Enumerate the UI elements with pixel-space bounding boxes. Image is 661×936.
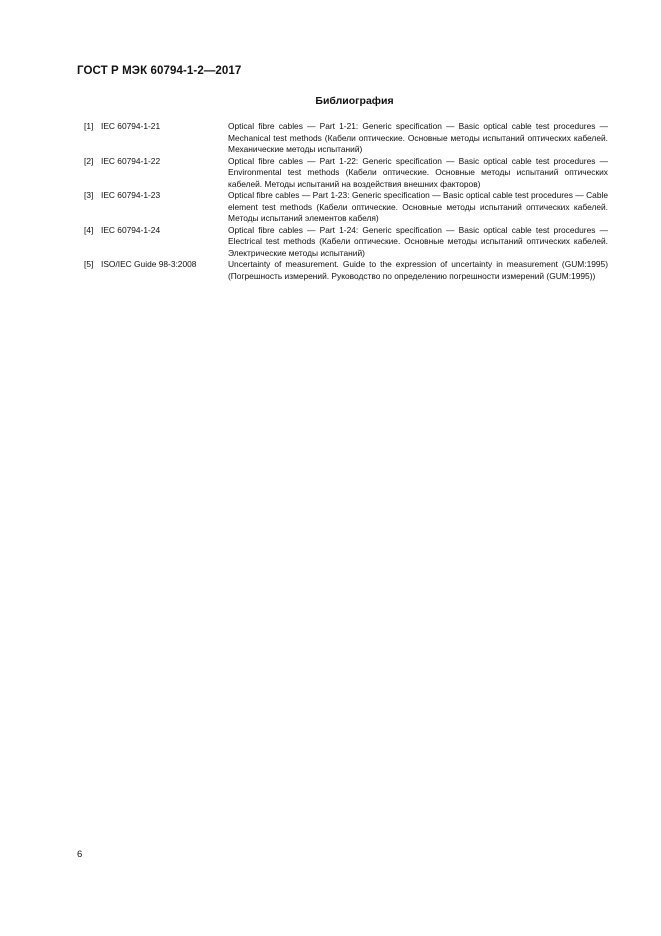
entry-description: Optical fibre cables — Part 1-23: Generic specification — Basic optical cable test procedures — Cable element test methods (Кабели оптические. Основные методы испытаний оптических кабелей. Методы испытаний элементов кабеля): [228, 190, 608, 223]
entry-description: Optical fibre cables — Part 1-21: Generic specification — Basic optical cable test procedures — Mechanical test methods (Кабели оптические. Основные методы испытаний оптических кабелей. Механические методы испытаний): [228, 121, 608, 154]
bibliography-list: [84, 121, 608, 282]
entry-number: [3]: [84, 190, 94, 200]
bibliography-entry: [84, 121, 608, 156]
entry-number: [5]: [84, 259, 94, 269]
entry-standard-code: IEC 60794-1-23: [101, 190, 161, 200]
entry-description: Uncertainty of measurement. Guide to the expression of uncertainty in measurement (GUM:1995) (Погрешность измерений. Руководство по определению погрешности измерений (GUM:1995)): [228, 259, 608, 281]
document-standard-code: ГОСТ Р МЭК 60794-1-2—2017: [77, 65, 242, 77]
entry-standard-code: IEC 60794-1-21: [101, 121, 161, 131]
bibliography-entry: [84, 156, 608, 191]
entry-number: [4]: [84, 224, 94, 235]
entry-standard-code: IEC 60794-1-24: [101, 224, 161, 235]
bibliography-entry: [84, 225, 608, 260]
entry-description: Optical fibre cables — Part 1-24: Generic specification — Basic optical cable test procedures — Electrical test methods (Кабели оптические. Основные методы испытаний оптических кабелей. Электрические методы испытаний): [228, 224, 608, 258]
entry-number: [2]: [84, 155, 94, 166]
entry-standard-code: IEC 60794-1-22: [101, 155, 161, 166]
bibliography-entry: [84, 190, 608, 225]
bibliography-title: Библиография: [315, 95, 394, 107]
entry-number: [1]: [84, 121, 94, 131]
bibliography-entry: [84, 259, 608, 282]
entry-description: Optical fibre cables — Part 1-22: Generic specification — Basic optical cable test procedures — Environmental test methods (Кабели оптические. Основные методы испытаний оптических кабелей. Методы испытаний на воздействия внешних факторов): [228, 155, 608, 189]
page-number: 6: [77, 849, 83, 860]
entry-standard-code: ISO/IEC Guide 98-3:2008: [101, 259, 197, 269]
